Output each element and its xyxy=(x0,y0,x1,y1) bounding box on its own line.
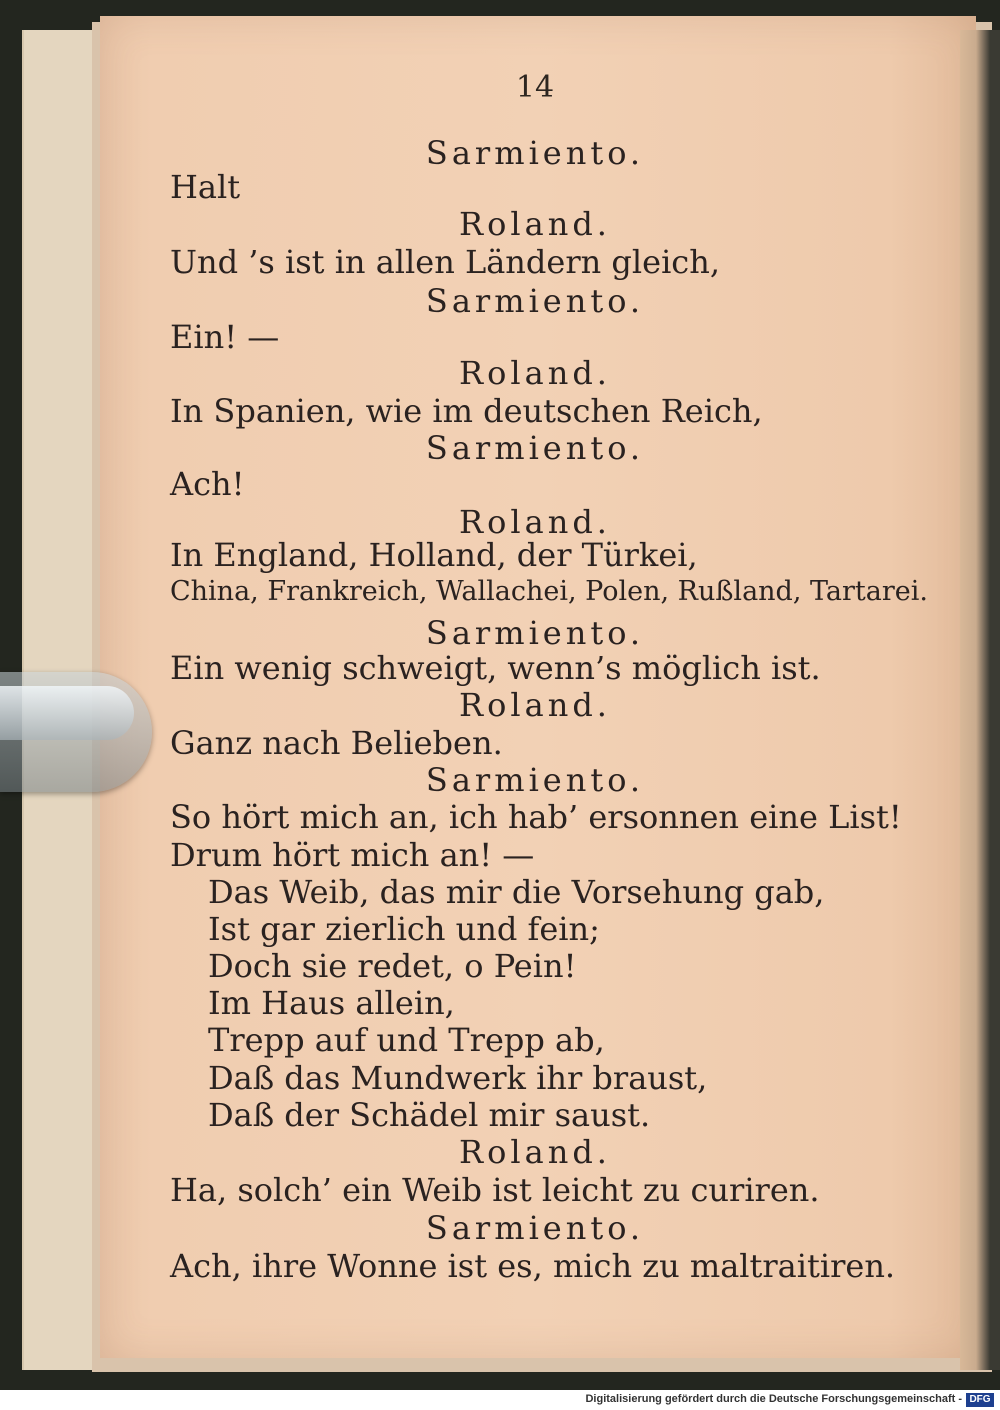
verse-line: So hört mich an, ich hab’ ersonnen eine List! xyxy=(170,798,902,836)
verse-line: Ein! — xyxy=(170,318,280,356)
verse-line: Daß das Mundwerk ihr braust, xyxy=(208,1059,708,1097)
speaker-name: Roland. xyxy=(459,354,611,392)
verse-line: Ha, solch’ ein Weib ist leicht zu curiren. xyxy=(170,1171,820,1209)
speaker-name: Roland. xyxy=(459,205,611,243)
page-clip-highlight xyxy=(0,686,134,740)
dfg-logo: DFG xyxy=(966,1393,994,1407)
funding-credit: Digitalisierung gefördert durch die Deutsche Forschungsgemeinschaft - xyxy=(585,1393,962,1405)
speaker-name: Sarmiento. xyxy=(425,282,645,320)
verse-line: Drum hört mich an! — xyxy=(170,836,535,874)
speaker-name: Roland. xyxy=(459,503,611,541)
verse-line: Ist gar zierlich und fein; xyxy=(208,910,600,948)
verse-line: Trepp auf und Trepp ab, xyxy=(208,1021,605,1059)
verse-line: In England, Holland, der Türkei, xyxy=(170,536,698,574)
verse-line: Im Haus allein, xyxy=(208,984,455,1022)
footer-bar xyxy=(0,1390,1000,1410)
verse-line: Ach! xyxy=(170,465,245,503)
verse-line: Und ’s ist in allen Ländern gleich, xyxy=(170,243,720,281)
verse-line: Halt xyxy=(170,168,241,206)
verse-line: Doch sie redet, o Pein! xyxy=(208,947,577,985)
verse-line: In Spanien, wie im deutschen Reich, xyxy=(170,392,763,430)
verse-line: Das Weib, das mir die Vorsehung gab, xyxy=(208,873,825,911)
verse-line: Ein wenig schweigt, wenn’s möglich ist. xyxy=(170,649,821,687)
speaker-name: Sarmiento. xyxy=(425,1209,645,1247)
page-number: 14 xyxy=(515,70,555,105)
speaker-name: Sarmiento. xyxy=(425,614,645,652)
verse-line: Ach, ihre Wonne ist es, mich zu maltraitiren. xyxy=(170,1247,896,1285)
speaker-name: Sarmiento. xyxy=(425,761,645,799)
verse-line: Ganz nach Belieben. xyxy=(170,724,503,762)
speaker-name: Roland. xyxy=(459,686,611,724)
verse-line: Daß der Schädel mir saust. xyxy=(208,1096,651,1134)
speaker-name: Sarmiento. xyxy=(425,134,645,172)
speaker-name: Sarmiento. xyxy=(425,429,645,467)
verse-line: China, Frankreich, Wallachei, Polen, Rußland, Tartarei. xyxy=(170,576,928,607)
speaker-name: Roland. xyxy=(459,1133,611,1171)
